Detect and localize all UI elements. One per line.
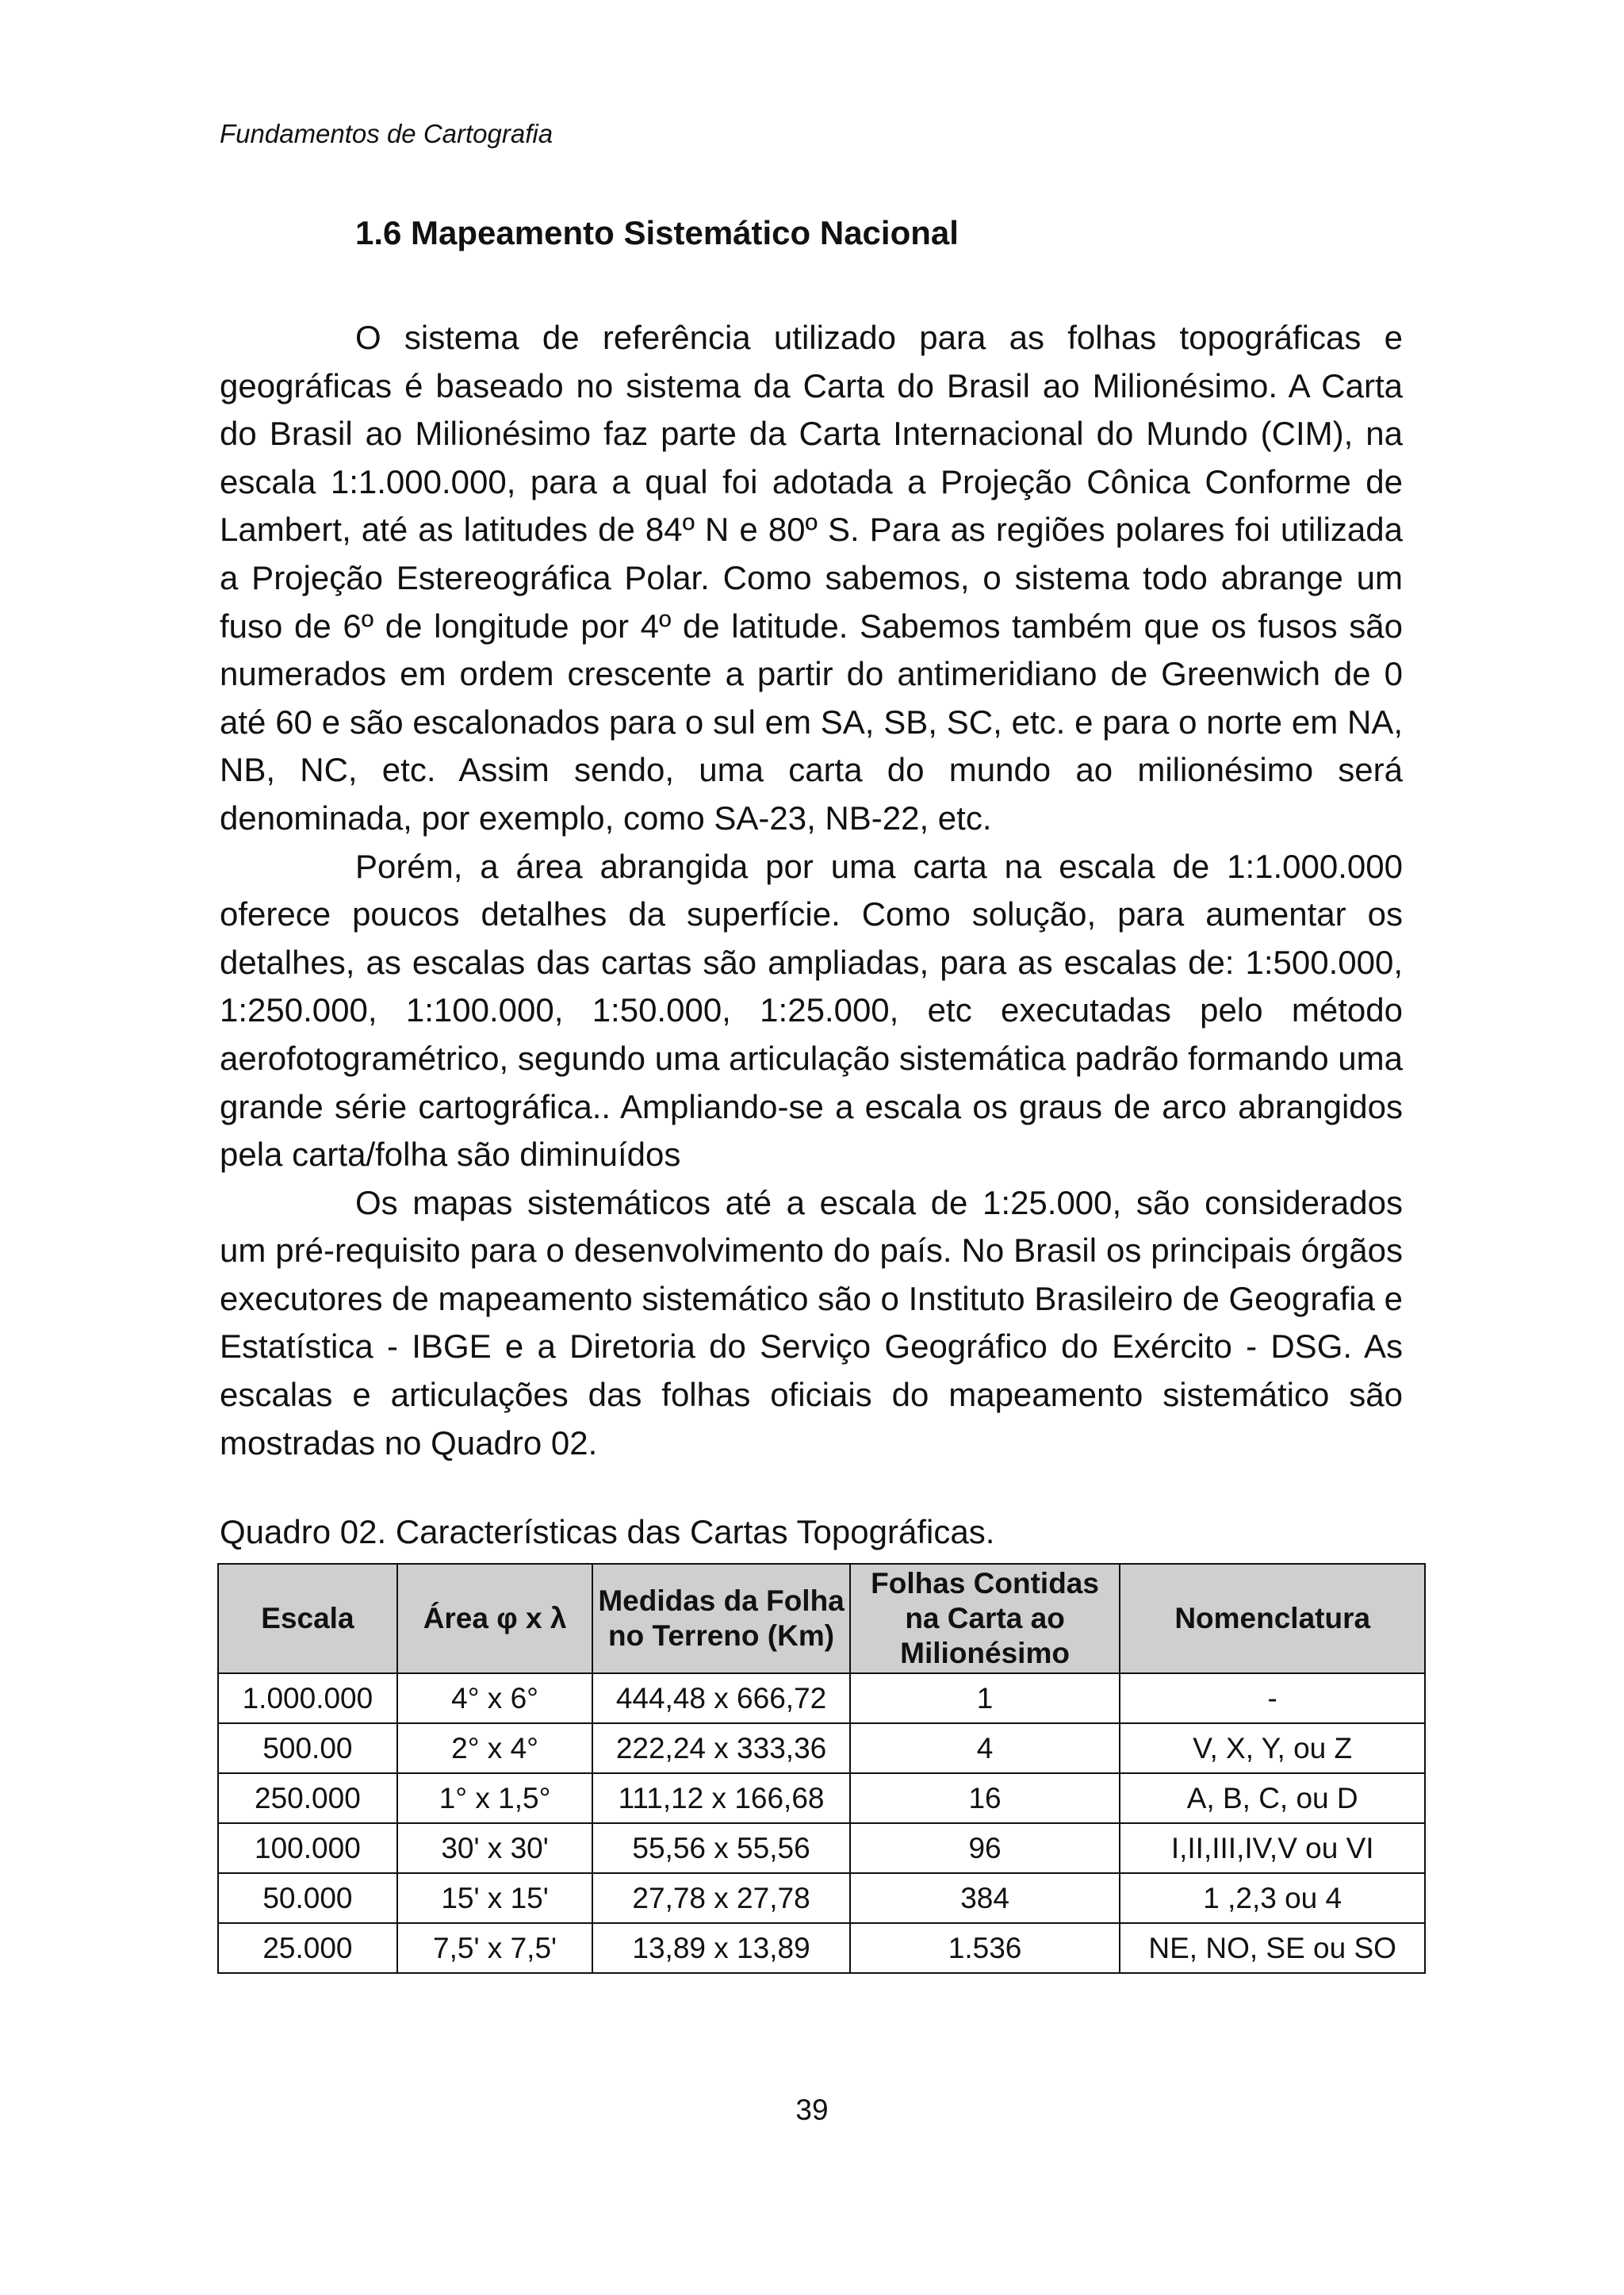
cell-escala: 250.000 xyxy=(218,1773,397,1823)
cell-area: 7,5' x 7,5' xyxy=(397,1923,592,1973)
paragraph: Os mapas sistemáticos até a escala de 1:25.000, são considerados um pré-requisito para o desenvolvimento do país. No Brasil os principais órgãos executores de mapeamento sistemático são o Instituto Brasileiro de Geografia e Estatística - IBGE e a Diretoria do Serviço Geográfico do Exército - DSG. As escalas e articulações das folhas oficiais do mapeamento sistemático são mostradas no Quadro 02. xyxy=(220,1183,1403,1462)
cell-medidas: 444,48 x 666,72 xyxy=(592,1673,849,1723)
cell-nomenclatura: V, X, Y, ou Z xyxy=(1120,1723,1425,1773)
cell-medidas: 55,56 x 55,56 xyxy=(592,1823,849,1873)
cell-medidas: 111,12 x 166,68 xyxy=(592,1773,849,1823)
cell-medidas: 13,89 x 13,89 xyxy=(592,1923,849,1973)
paragraph: O sistema de referência utilizado para as folhas topográficas e geográficas é baseado no sistema da Carta do Brasil ao Milionésimo. A Carta do Brasil ao Milionésimo faz parte da Carta Internacional do Mundo (CIM), na escala 1:1.000.000, para a qual foi adotada a Projeção Cônica Conforme de Lambert, até as latitudes de 84º N e 80º S. Para as regiões polares foi utilizada a Projeção Estereográfica Polar. Como sabemos, o sistema todo abrange um fuso de 6º de longitude por 4º de latitude. Sabemos também que os fusos são numerados em ordem crescente a partir do antimeridiano de Greenwich de 0 até 60 e são escalonados para o sul em SA, SB, SC, etc. e para o norte em NA, NB, NC, etc. Assim sendo, uma carta do mundo ao milionésimo será denominada, por exemplo, como SA-23, NB-22, etc. xyxy=(220,319,1403,837)
table-row xyxy=(218,1673,1425,1723)
cell-area: 15' x 15' xyxy=(397,1873,592,1923)
table-row xyxy=(218,1873,1425,1923)
cell-folhas: 4 xyxy=(850,1723,1120,1773)
topographic-charts-table xyxy=(217,1563,1426,1974)
cell-area: 1° x 1,5° xyxy=(397,1773,592,1823)
cell-medidas: 222,24 x 333,36 xyxy=(592,1723,849,1773)
cell-nomenclatura: A, B, C, ou D xyxy=(1120,1773,1425,1823)
cell-escala: 1.000.000 xyxy=(218,1673,397,1723)
cell-medidas: 27,78 x 27,78 xyxy=(592,1873,849,1923)
table-caption: Quadro 02. Características das Cartas Topográficas. xyxy=(220,1513,995,1550)
column-header-folhas: Folhas Contidas na Carta ao Milionésimo xyxy=(850,1564,1120,1673)
cell-nomenclatura: - xyxy=(1120,1673,1425,1723)
cell-nomenclatura: NE, NO, SE ou SO xyxy=(1120,1923,1425,1973)
cell-folhas: 384 xyxy=(850,1873,1120,1923)
cell-escala: 25.000 xyxy=(218,1923,397,1973)
section-title: 1.6 Mapeamento Sistemático Nacional xyxy=(355,214,959,251)
table-row xyxy=(218,1823,1425,1873)
cell-area: 2° x 4° xyxy=(397,1723,592,1773)
cell-nomenclatura: 1 ,2,3 ou 4 xyxy=(1120,1873,1425,1923)
table-row xyxy=(218,1773,1425,1823)
cell-folhas: 16 xyxy=(850,1773,1120,1823)
table-header-row xyxy=(218,1564,1425,1673)
cell-folhas: 96 xyxy=(850,1823,1120,1873)
cell-escala: 100.000 xyxy=(218,1823,397,1873)
table-row xyxy=(218,1723,1425,1773)
paragraph: Porém, a área abrangida por uma carta na escala de 1:1.000.000 oferece poucos detalhes da superfície. Como solução, para aumentar os detalhes, as escalas das cartas são ampliadas, para as escalas de: 1:500.000, 1:250.000, 1:100.000, 1:50.000, 1:25.000, etc executadas pelo método aerofotogramétrico, segundo uma articulação sistemática padrão formando uma grande série cartográfica.. Ampliando-se a escala os graus de arco abrangidos pela carta/folha são diminuídos xyxy=(220,847,1403,1174)
running-header: Fundamentos de Cartografia xyxy=(220,119,553,148)
page-number: 39 xyxy=(795,2094,829,2126)
cell-area: 30' x 30' xyxy=(397,1823,592,1873)
cell-area: 4° x 6° xyxy=(397,1673,592,1723)
cell-folhas: 1 xyxy=(850,1673,1120,1723)
column-header-escala: Escala xyxy=(218,1564,397,1673)
cell-escala: 500.00 xyxy=(218,1723,397,1773)
table-row xyxy=(218,1923,1425,1973)
cell-nomenclatura: I,II,III,IV,V ou VI xyxy=(1120,1823,1425,1873)
column-header-medidas: Medidas da Folha no Terreno (Km) xyxy=(592,1564,849,1673)
cell-folhas: 1.536 xyxy=(850,1923,1120,1973)
column-header-nomenclatura: Nomenclatura xyxy=(1120,1564,1425,1673)
body-text xyxy=(220,314,1403,1467)
cell-escala: 50.000 xyxy=(218,1873,397,1923)
column-header-area: Área φ x λ xyxy=(397,1564,592,1673)
